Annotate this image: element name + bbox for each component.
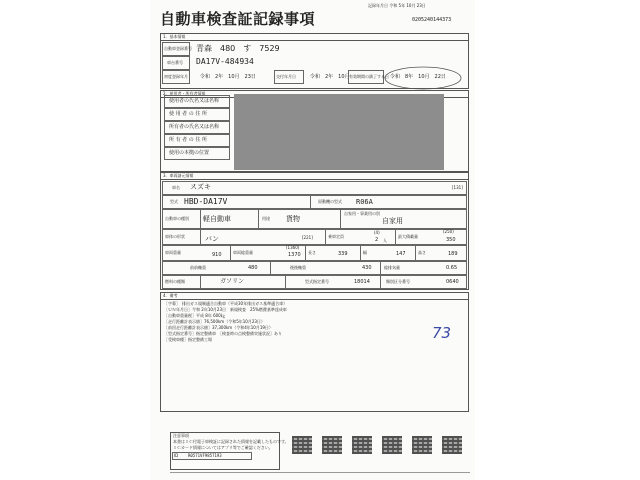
id-value: R0571VF9857193 — [188, 453, 222, 458]
body-label: 車体の形状 — [165, 234, 185, 239]
maker-code: [131] — [452, 185, 463, 190]
section-heading-basic: 1．基本情報 — [163, 34, 186, 39]
remark-line-5: ［前回走行距離計表示値］37,300km（令和4年10月19日） — [164, 325, 273, 330]
width-label: 幅 — [363, 250, 367, 255]
load-label: 最大積載量 — [398, 234, 418, 239]
owner-label-owner-address: 所 有 者 の 住 所 — [169, 137, 207, 143]
capacity-value: 2 — [375, 237, 379, 243]
model-label: 型式 — [170, 199, 178, 204]
height-label: 高さ — [418, 250, 426, 255]
owner-label-user-name: 使用者の氏名又は名称 — [169, 98, 220, 104]
width-value: 147 — [396, 251, 406, 257]
notice-line-1: 本書はＩＣ付電子車検証に記録された情報を記載したものです。 — [173, 439, 289, 444]
qr-code-5 — [412, 436, 432, 454]
expiry-value: 令和 8年 10月 22日 — [390, 74, 446, 80]
use-label: 用途 — [262, 216, 270, 221]
chassis-value: DA17V-484934 — [196, 57, 254, 66]
load-value: 350 — [446, 237, 456, 243]
qr-code-2 — [322, 436, 342, 454]
capacity-paren: (4) — [374, 230, 380, 235]
weight-label: 車両重量 — [165, 250, 181, 255]
chassis-label: 車台番号 — [167, 60, 183, 65]
weight-value: 910 — [212, 252, 222, 258]
remark-line-1: ［字幕］ 排出ガス規制適合自動車（平成30年排出ガス基準適合車） — [164, 301, 288, 306]
redacted-owner-info — [234, 94, 444, 170]
handwritten-number: 73 — [432, 324, 452, 342]
category-label: 類別区分番号 — [386, 279, 410, 284]
category-value: 0640 — [446, 279, 459, 285]
issue-value: 令和 2年 10月 — [310, 74, 350, 80]
body-value: バン — [205, 235, 219, 243]
gross-code: [221] — [302, 235, 313, 240]
owner-label-user-address: 使 用 者 の 住 所 — [169, 111, 207, 117]
capacity-unit: 人 — [383, 238, 387, 243]
qr-code-1 — [292, 436, 312, 454]
engine-label: 原動機の型式 — [318, 199, 342, 204]
rear-axle-label: 後後軸重 — [290, 265, 306, 270]
remark-line-3: ［自動車重量税］平成 8年 600㎏ — [164, 313, 225, 318]
front-axle-label: 前前軸重 — [190, 265, 206, 270]
remark-line-2: ［ＵＮ年月日］令和 2年10月23日 新規検査 25%燃費基準達成車 — [164, 307, 287, 312]
section-heading-vehicle: 3．車両諸元情報 — [163, 173, 194, 178]
fuel-label: 燃料の種類 — [165, 279, 185, 284]
model-value: HBD-DA17V — [184, 197, 228, 206]
maker-label: 車名 — [172, 185, 180, 190]
id-label: ID — [174, 453, 179, 458]
record-date-stamp: 記録年月日 令和 5年 10月 23日 — [368, 3, 426, 8]
handwritten-circle-mark — [382, 63, 464, 93]
designation-value: 18014 — [354, 279, 370, 285]
first-reg-label: 初度登録年月 — [164, 74, 188, 79]
gross-paren: (1360) — [286, 245, 300, 250]
gross-label: 車両総重量 — [233, 250, 253, 255]
qr-code-4 — [382, 436, 402, 454]
rear-axle-value: 430 — [362, 265, 372, 271]
length-label: 長さ — [308, 250, 316, 255]
maker-value: スズキ — [190, 183, 211, 191]
private-label: 自家用・事業用の別 — [344, 211, 380, 216]
remark-line-7: ［受検車種］指定整備工場 — [164, 337, 212, 342]
reg-no-value: 青森 480 す 7529 — [196, 44, 280, 53]
document-number: 0205240144373 — [412, 17, 452, 23]
qr-code-3 — [352, 436, 372, 454]
height-value: 189 — [448, 251, 458, 257]
displacement-label: 総排気量 — [384, 265, 400, 270]
section-heading-owner: 2．使用者・所有者情報 — [163, 91, 206, 96]
private-value: 自家用 — [382, 217, 403, 225]
notice-line-2: ＩＣカード情報についてはアプリ等でご確認ください。 — [173, 445, 273, 450]
expiry-label: 有効期間の満了する日 — [349, 74, 389, 79]
remark-line-6: ［型式指定番号］指定整備車 ［検査時の点検整備実施状況］あり — [164, 331, 282, 336]
notice-title: 注意事項 — [173, 433, 189, 438]
fuel-value: ガソリン — [220, 278, 245, 285]
kind-value: 軽自動車 — [203, 215, 231, 223]
capacity-label: 乗車定員 — [328, 234, 344, 239]
load-paren: (250) — [443, 229, 454, 234]
page-title: 自動車検査証記録事項 — [160, 10, 316, 28]
inspection-certificate-page — [150, 0, 475, 480]
section-heading-remarks: 4．備考 — [163, 293, 178, 298]
owner-label-owner-name: 所有者の氏名又は名称 — [169, 124, 220, 130]
owner-label-base-location: 使用の本拠の位置 — [169, 150, 210, 156]
front-axle-value: 480 — [248, 265, 258, 271]
gross-value: 1370 — [288, 252, 301, 258]
designation-label: 型式指定番号 — [305, 279, 329, 284]
remark-line-4: ［走行距離計表示値］76,500km（令和5年10月23日） — [164, 319, 265, 324]
length-value: 339 — [338, 251, 348, 257]
use-value: 貨物 — [286, 215, 300, 223]
reg-no-label: 自動車登録番号 — [164, 46, 192, 51]
kind-label: 自動車の種別 — [165, 216, 189, 221]
issue-label: 交付年月日 — [276, 74, 296, 79]
displacement-value: 0.65 — [446, 265, 458, 271]
qr-code-6 — [442, 436, 462, 454]
engine-value: R06A — [356, 198, 373, 206]
first-reg-value: 令和 2年 10月 23日 — [200, 74, 256, 80]
